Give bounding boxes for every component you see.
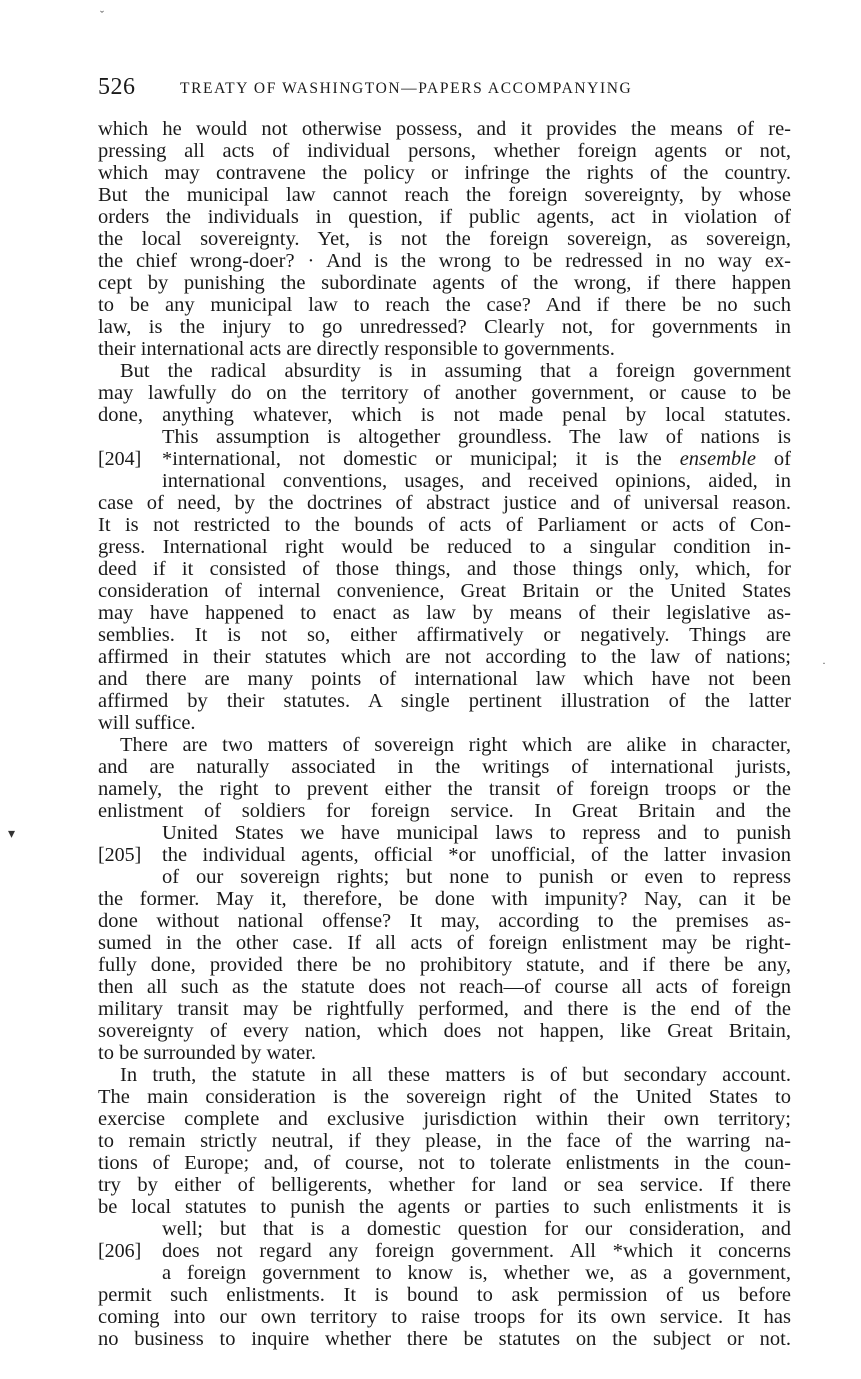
text-line: tions of Europe; and, of course, not to tolerate enlistments in the coun- bbox=[98, 1152, 791, 1174]
text-line: permit such enlistments. It is bound to ask permission of us before bbox=[98, 1284, 791, 1306]
text-line: semblies. It is not so, either affirmatively or negatively. Things are bbox=[98, 624, 791, 646]
text-line: done, anything whatever, which is not made penal by local statutes. bbox=[98, 404, 791, 426]
text-line: of our sovereign rights; but none to punish or even to repress bbox=[162, 866, 791, 888]
text-fragment: *international, not domestic or municipal; it is the bbox=[162, 448, 680, 470]
text-line: But the radical absurdity is in assuming that a foreign government bbox=[120, 360, 791, 382]
text-fragment: of bbox=[755, 448, 792, 470]
text-line: affirmed by their statutes. A single pertinent illustration of the latter bbox=[98, 690, 791, 712]
text-line: affirmed in their statutes which are not according to the law of nations; bbox=[98, 646, 791, 668]
text-line: case of need, by the doctrines of abstract justice and of universal reason. bbox=[98, 492, 791, 514]
text-line: which he would not otherwise possess, and it provides the means of re- bbox=[98, 118, 791, 140]
text-line: then all such as the statute does not reach—of course all acts of foreign bbox=[98, 976, 791, 998]
page-header bbox=[98, 74, 798, 104]
text-line: fully done, provided there be no prohibitory statute, and if there be any, bbox=[98, 954, 791, 976]
text-line: the local sovereignty. Yet, is not the foreign sovereign, as sovereign, bbox=[98, 228, 791, 250]
margin-reference: [206] bbox=[98, 1240, 142, 1262]
text-line: This assumption is altogether groundless. The law of nations is bbox=[162, 426, 791, 448]
page-number: 526 bbox=[98, 74, 136, 100]
text-line: international conventions, usages, and received opinions, aided, in bbox=[162, 470, 791, 492]
scan-speck: ˇ bbox=[100, 8, 104, 22]
text-line: will suffice. bbox=[98, 712, 196, 734]
text-line: may lawfully do on the territory of another government, or cause to be bbox=[98, 382, 791, 404]
text-line: sumed in the other case. If all acts of foreign enlistment may be right- bbox=[98, 932, 791, 954]
margin-reference: [204] bbox=[98, 448, 142, 470]
text-line: which may contravene the policy or infringe the rights of the country. bbox=[98, 162, 791, 184]
text-line: the individual agents, official *or unofficial, of the latter invasion bbox=[162, 844, 791, 866]
text-line: In truth, the statute in all these matters is of but secondary account. bbox=[120, 1064, 791, 1086]
text-line: coming into our own territory to raise troops for its own service. It has bbox=[98, 1306, 791, 1328]
text-line bbox=[162, 448, 791, 470]
text-line: There are two matters of sovereign right which are alike in character, bbox=[120, 734, 791, 756]
text-line: may have happened to enact as law by means of their legislative as- bbox=[98, 602, 791, 624]
text-line: try by either of belligerents, whether for land or sea service. If there bbox=[98, 1174, 791, 1196]
text-line: But the municipal law cannot reach the foreign sovereignty, by whose bbox=[98, 184, 791, 206]
text-line: deed if it consisted of those things, and those things only, which, for bbox=[98, 558, 791, 580]
text-line: their international acts are directly responsible to governments. bbox=[98, 338, 615, 360]
text-line: to be any municipal law to reach the case? And if there be no such bbox=[98, 294, 791, 316]
text-line: a foreign government to know is, whether we, as a government, bbox=[162, 1262, 791, 1284]
text-line: orders the individuals in question, if public agents, act in violation of bbox=[98, 206, 791, 228]
scan-speck: ▾ bbox=[8, 827, 16, 842]
text-line: be local statutes to punish the agents or parties to such enlistments it is bbox=[98, 1196, 791, 1218]
scan-speck: · bbox=[822, 656, 826, 670]
text-line: well; but that is a domestic question for our consideration, and bbox=[162, 1218, 791, 1240]
margin-reference: [205] bbox=[98, 844, 142, 866]
text-line: and are naturally associated in the writings of international jurists, bbox=[98, 756, 791, 778]
text-line: the chief wrong-doer? · And is the wrong to be redressed in no way ex- bbox=[98, 250, 791, 272]
text-line: enlistment of soldiers for foreign service. In Great Britain and the bbox=[98, 800, 791, 822]
text-line: gress. International right would be reduced to a singular condition in- bbox=[98, 536, 791, 558]
text-line: no business to inquire whether there be statutes on the subject or not. bbox=[98, 1328, 791, 1350]
text-line: does not regard any foreign government. All *which it concerns bbox=[162, 1240, 791, 1262]
text-line: done without national offense? It may, according to the premises as- bbox=[98, 910, 791, 932]
text-line: law, is the injury to go unredressed? Clearly not, for governments in bbox=[98, 316, 791, 338]
text-line: pressing all acts of individual persons, whether foreign agents or not, bbox=[98, 140, 791, 162]
text-line: It is not restricted to the bounds of acts of Parliament or acts of Con- bbox=[98, 514, 791, 536]
text-line: namely, the right to prevent either the transit of foreign troops or the bbox=[98, 778, 791, 800]
text-line: United States we have municipal laws to repress and to punish bbox=[162, 822, 791, 844]
italic-term: ensemble bbox=[679, 448, 756, 470]
text-line: consideration of internal convenience, Great Britain or the United States bbox=[98, 580, 791, 602]
text-line: the former. May it, therefore, be done with impunity? Nay, can it be bbox=[98, 888, 791, 910]
text-line: sovereignty of every nation, which does not happen, like Great Britain, bbox=[98, 1020, 791, 1042]
text-line: military transit may be rightfully performed, and there is the end of the bbox=[98, 998, 791, 1020]
text-line: and there are many points of international law which have not been bbox=[98, 668, 791, 690]
running-title: TREATY OF WASHINGTON—PAPERS ACCOMPANYING bbox=[180, 80, 633, 97]
text-line: exercise complete and exclusive jurisdiction within their own territory; bbox=[98, 1108, 791, 1130]
text-line: The main consideration is the sovereign right of the United States to bbox=[98, 1086, 791, 1108]
text-line: to be surrounded by water. bbox=[98, 1042, 317, 1064]
text-line: cept by punishing the subordinate agents of the wrong, if there happen bbox=[98, 272, 791, 294]
text-line: to remain strictly neutral, if they please, in the face of the warring na- bbox=[98, 1130, 791, 1152]
